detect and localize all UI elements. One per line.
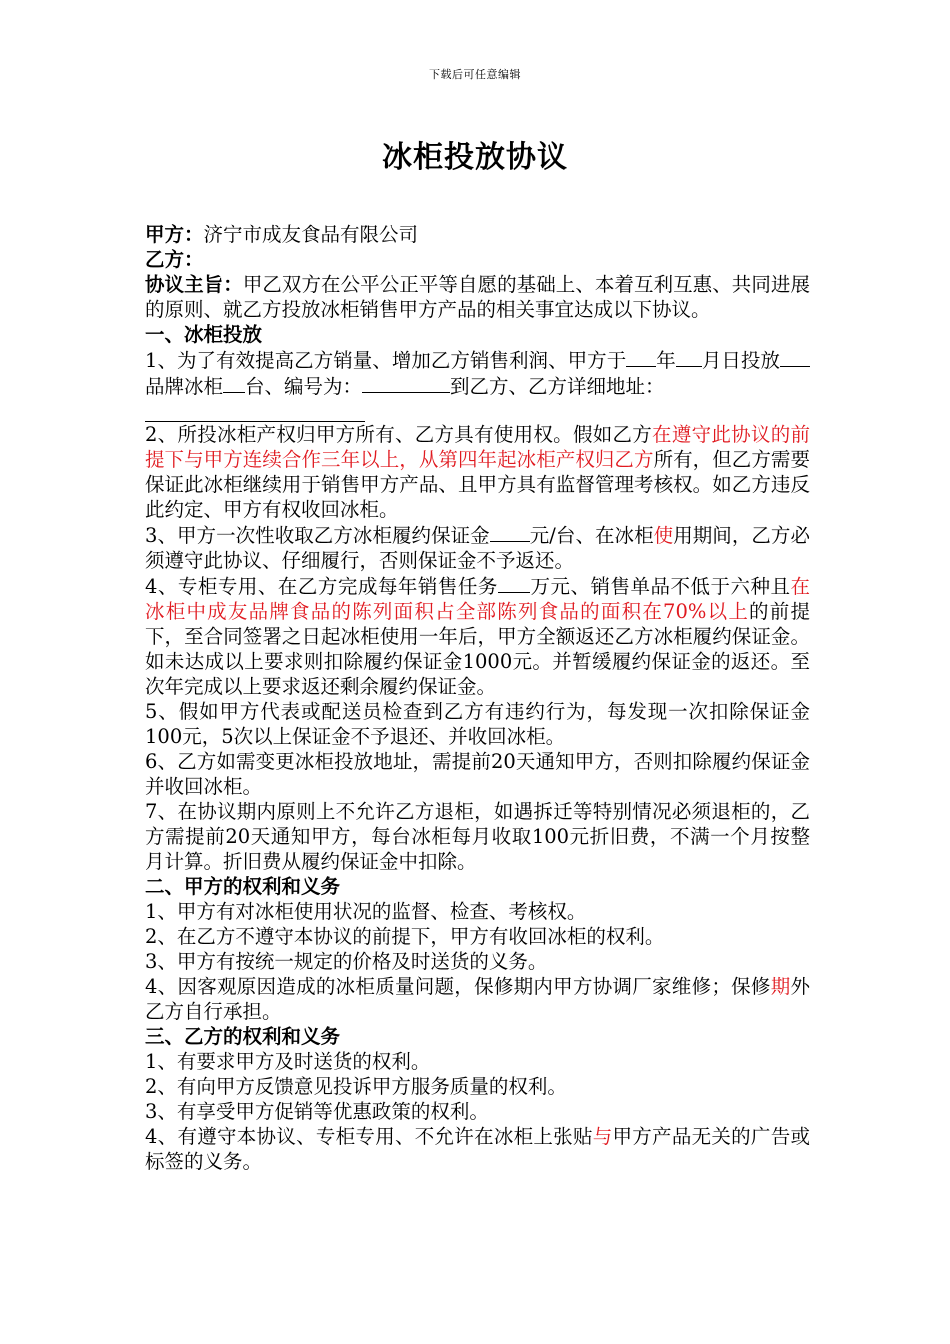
clause-text: 2、所投冰柜产权归甲方所有、乙方具有使用权。假如乙方 [145, 423, 653, 446]
section-1-heading: 一、冰柜投放 [145, 323, 263, 346]
clause-text: 用期间，乙方必须遵守此协议、仔细履行，否则保证金不予返还。 [145, 524, 810, 572]
highlight-text: 与 [592, 1125, 613, 1148]
highlight-text: 在遵守此协议的前提下与甲方连续合作三年以上，从第四年起冰柜产权归乙方 [145, 423, 810, 471]
address-blank[interactable] [145, 399, 365, 422]
sales-target-blank[interactable] [498, 573, 530, 593]
purpose-paragraph [145, 272, 810, 322]
clause-2-1: 1、甲方有对冰柜使用状况的监督、检查、考核权。 [145, 900, 587, 923]
clause-1-1 [145, 347, 810, 422]
section-3-heading: 三、乙方的权利和义务 [145, 1025, 341, 1048]
year-blank[interactable] [626, 347, 656, 367]
clause-text: 台、编号为： [245, 375, 363, 398]
purpose-label: 协议主旨： [145, 273, 243, 296]
clause-2-3: 3、甲方有按统一规定的价格及时送货的义务。 [145, 950, 548, 973]
clause-1-4 [145, 573, 810, 699]
clause-text: 3、甲方一次性收取乙方冰柜履约保证金 [145, 524, 490, 547]
clause-3-4 [145, 1124, 810, 1174]
clause-text: 到乙方、乙方详细地址： [450, 375, 665, 398]
clause-2-4 [145, 974, 810, 1024]
party-b-line [145, 247, 810, 272]
clause-text: 月日投放 [701, 349, 780, 372]
purpose-text: 甲乙双方在公平公正平等自愿的基础上、本着互利互惠、共同进展的原则、就乙方投放冰柜销售甲方产品的相关事宜达成以下协议。 [145, 273, 810, 321]
clause-text: 年 [656, 349, 676, 372]
document-title: 冰柜投放协议 [382, 140, 568, 175]
deposit-blank[interactable] [490, 522, 530, 542]
clause-text: 元/台、在冰柜 [529, 524, 654, 547]
clause-text: 外乙方自行承担。 [145, 975, 810, 1023]
clause-1-7: 7、在协议期内原则上不允许乙方退柜，如遇拆迁等特别情况必须退柜的，乙方需提前20天通知甲方，每台冰柜每月收取100元折旧费，不满一个月按整月计算。折旧费从履约保证金中扣除。 [145, 800, 810, 873]
clause-text: 所有，但乙方需要保证此冰柜继续用于销售甲方产品、且甲方具有监督管理考核权。如乙方违反此约定、甲方有权收回冰柜。 [145, 448, 810, 521]
highlight-text: 使 [653, 524, 674, 547]
brand-blank[interactable] [780, 347, 810, 367]
clause-text: 4、因客观原因造成的冰柜质量问题，保修期内甲方协调厂家维修；保修 [145, 975, 771, 998]
party-a-line [145, 222, 810, 247]
highlight-text: 在冰柜中成友品牌食品的陈列面积占全部陈列食品的面积在70%以上 [145, 575, 810, 623]
serial-number-blank[interactable] [362, 373, 450, 393]
highlight-text: 期 [770, 975, 791, 998]
party-a-value: 济宁市成友食品有限公司 [203, 223, 419, 246]
section-2-heading: 二、甲方的权利和义务 [145, 875, 341, 898]
clause-1-6: 6、乙方如需变更冰柜投放地址，需提前20天通知甲方，否则扣除履约保证金并收回冰柜。 [145, 750, 810, 798]
clause-text: 1、为了有效提高乙方销量、增加乙方销售利润、甲方于 [145, 349, 627, 372]
clause-2-2: 2、在乙方不遵守本协议的前提下，甲方有收回冰柜的权利。 [145, 925, 665, 948]
clause-3-1: 1、有要求甲方及时送货的权利。 [145, 1050, 431, 1073]
clause-1-3 [145, 522, 810, 573]
clause-3-3: 3、有享受甲方促销等优惠政策的权利。 [145, 1100, 489, 1123]
clause-text: 品牌冰柜 [145, 375, 224, 398]
clause-1-2 [145, 422, 810, 522]
quantity-blank[interactable] [223, 373, 245, 393]
clause-text: 万元、销售单品不低于六种且 [529, 575, 791, 598]
party-b-label: 乙方： [145, 248, 204, 271]
clause-text: 甲方产品无关的广告或标签的义务。 [145, 1125, 810, 1173]
clause-text: 4、专柜专用、在乙方完成每年销售任务 [145, 575, 498, 598]
clause-1-5: 5、假如甲方代表或配送员检查到乙方有违约行为，每发现一次扣除保证金100元，5次以上保证金不予退还、并收回冰柜。 [145, 700, 810, 748]
clause-text: 的前提下，至合同签署之日起冰柜使用一年后，甲方全额返还乙方冰柜履约保证金。如未达成以上要求则扣除履约保证金1000元。并暂缓履约保证金的返还。至次年完成以上要求返还剩余履约保证金。 [145, 600, 810, 698]
month-blank[interactable] [676, 347, 702, 367]
party-a-label: 甲方： [145, 223, 204, 246]
clause-3-2: 2、有向甲方反馈意见投诉甲方服务质量的权利。 [145, 1075, 567, 1098]
header-note: 下载后可任意编辑 [429, 68, 521, 81]
clause-text: 4、有遵守本协议、专柜专用、不允许在冰柜上张贴 [145, 1125, 593, 1148]
document-body [145, 222, 810, 1174]
